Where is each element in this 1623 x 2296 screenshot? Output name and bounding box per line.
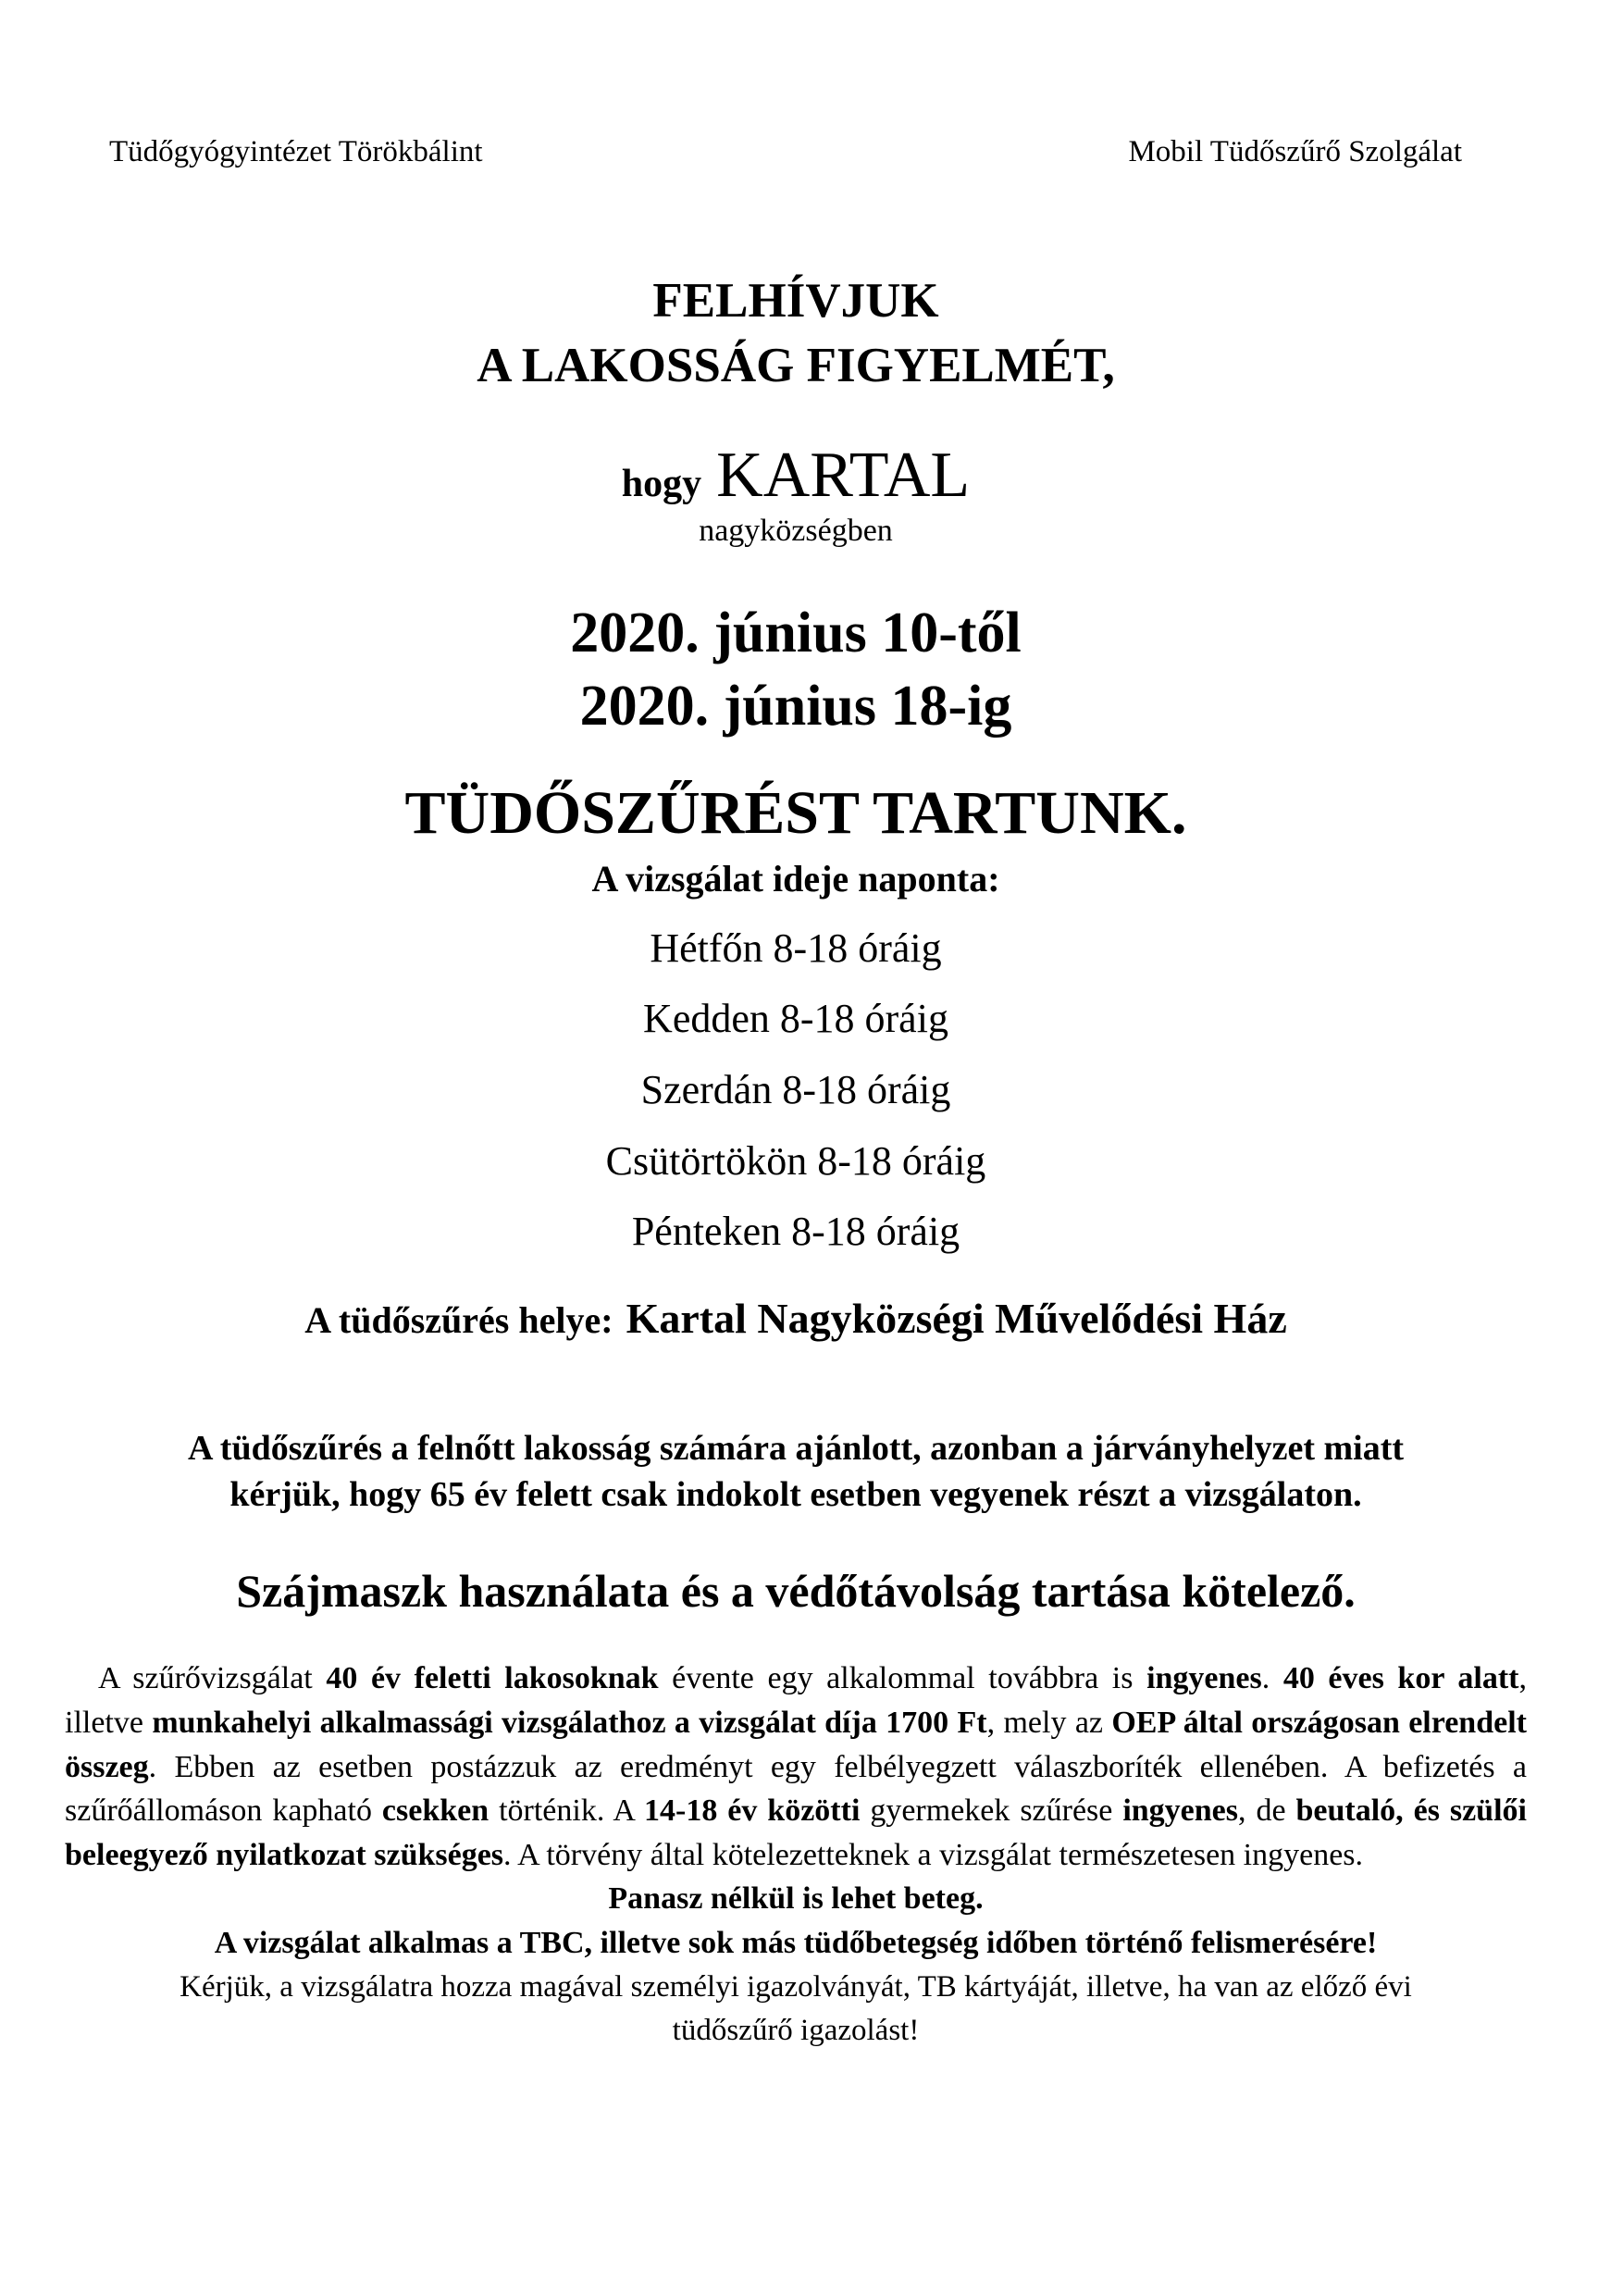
text-run: OEP által országosan elrendelt összeg bbox=[65, 1706, 1527, 1784]
text-run: . bbox=[1261, 1661, 1283, 1696]
text-run: ingyenes bbox=[1122, 1793, 1239, 1829]
header-right-text: Mobil Tüdőszűrő Szolgálat bbox=[1128, 135, 1462, 168]
announcement-title-line-2: A LAKOSSÁG FIGYELMÉT, bbox=[477, 338, 1115, 392]
text-run: munkahelyi alkalmassági vizsgálathoz a vizsgálat díja 1700 Ft bbox=[152, 1706, 987, 1741]
text-run: csekken bbox=[381, 1793, 489, 1829]
schedule-item-tuesday: Kedden 8-18 óráig bbox=[643, 996, 948, 1042]
document-header bbox=[65, 134, 1527, 171]
panasz-note: Panasz nélkül is lehet beteg. bbox=[608, 1881, 984, 1917]
text-run: történik. A bbox=[489, 1793, 645, 1829]
schedule-list bbox=[65, 925, 1527, 1256]
announcement-title-line-1: FELHÍVJUK bbox=[652, 273, 939, 328]
details-paragraph bbox=[65, 1657, 1527, 1877]
location-label: A tüdőszűrés helye: bbox=[304, 1298, 613, 1341]
schedule-item-thursday: Csütörtökön 8-18 óráig bbox=[605, 1137, 986, 1184]
date-to: 2020. június 18-ig bbox=[579, 674, 1012, 738]
text-run: A szűrővizsgálat bbox=[98, 1661, 327, 1696]
text-run: , mely az bbox=[986, 1706, 1112, 1741]
location-line bbox=[65, 1295, 1527, 1344]
covid-notice bbox=[65, 1425, 1527, 1518]
tbc-note: A vizsgálat alkalmas a TBC, illetve sok más tüdőbetegség időben történő felismerésére! bbox=[214, 1926, 1378, 1961]
date-range bbox=[65, 597, 1527, 744]
closing-note-line-1: Kérjük, a vizsgálatra hozza magával személyi igazolványát, TB kártyáját, illetve, ha van az előző évi bbox=[180, 1969, 1412, 2004]
text-run: 40 év feletti lakosoknak bbox=[326, 1661, 659, 1696]
main-heading: TÜDŐSZŰRÉST TARTUNK. bbox=[404, 779, 1187, 848]
hogy-label: hogy bbox=[621, 462, 702, 505]
text-run: ingyenes bbox=[1146, 1661, 1262, 1696]
schedule-item-wednesday: Szerdán 8-18 óráig bbox=[640, 1067, 951, 1112]
covid-notice-line-2: kérjük, hogy 65 év felett csak indokolt esetben vegyenek részt a vizsgálaton. bbox=[229, 1474, 1362, 1514]
header-left-text: Tüdőgyógyintézet Törökbálint bbox=[109, 135, 483, 168]
closing-note bbox=[65, 1966, 1527, 2053]
text-run: 40 éves kor alatt bbox=[1282, 1661, 1519, 1696]
text-run: évente egy alkalommal továbbra is bbox=[658, 1661, 1147, 1696]
location-value: Kartal Nagyközségi Művelődési Ház bbox=[626, 1294, 1287, 1342]
schedule-item-friday: Pénteken 8-18 óráig bbox=[631, 1209, 960, 1255]
closing-note-line-2: tüdőszűrő igazolást! bbox=[672, 2013, 920, 2047]
schedule-item-monday: Hétfőn 8-18 óráig bbox=[650, 925, 942, 971]
mask-notice: Szájmaszk használata és a védőtávolság tartása kötelező. bbox=[236, 1564, 1356, 1617]
text-run: , illetve bbox=[65, 1661, 1528, 1741]
text-run: gyermekek szűrése bbox=[860, 1793, 1123, 1829]
text-run: , de bbox=[1238, 1793, 1296, 1829]
schedule-heading: A vizsgálat ideje naponta: bbox=[591, 857, 1000, 900]
text-run: beutaló, és szülői beleegyező nyilatkozat szükséges bbox=[65, 1793, 1527, 1872]
covid-notice-line-1: A tüdőszűrés a felnőtt lakosság számára ajánlott, azonban a járványhelyzet miatt bbox=[187, 1428, 1405, 1468]
text-run: . Ebben az esetben postázzuk az eredményt egy felbélyegzett válaszboríték ellenében. A befizetés a szűrőállomáson kapható bbox=[65, 1749, 1527, 1829]
announcement-title bbox=[65, 269, 1527, 399]
place-suffix: nagyközségben bbox=[699, 513, 893, 548]
place-name: KARTAL bbox=[716, 439, 971, 511]
place-line bbox=[65, 439, 1527, 511]
date-from: 2020. június 10-től bbox=[570, 601, 1022, 664]
text-run: . A törvény által kötelezetteknek a vizsgálat természetesen ingyenes. bbox=[503, 1837, 1364, 1872]
text-run: 14-18 év közötti bbox=[644, 1793, 861, 1829]
